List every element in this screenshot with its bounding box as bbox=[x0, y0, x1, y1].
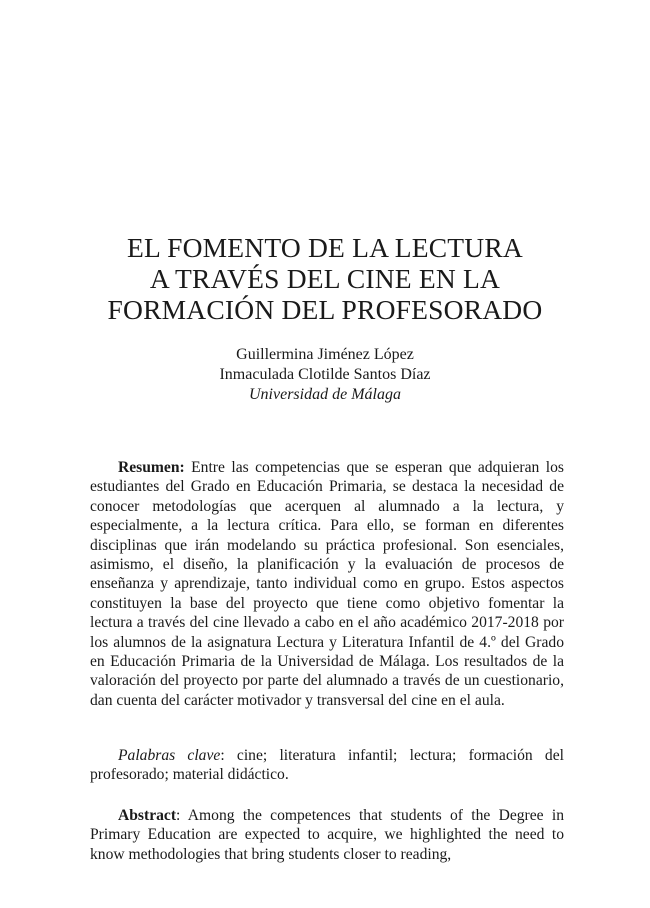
resumen-label: Resumen: bbox=[118, 459, 185, 476]
author-block bbox=[100, 345, 550, 405]
title-line-2: A TRAVÉS DEL CINE EN LA bbox=[149, 263, 501, 294]
abstract-text: : Among the competences that students of the Degree in Primary Education are expected to acquire, we highlighted the need to know methodologies that bring students closer to reading, bbox=[90, 807, 564, 863]
author-name-1: Guillermina Jiménez López bbox=[236, 346, 414, 363]
resumen-text: Entre las competencias que se esperan que adquieran los estudiantes del Grado en Educación Primaria, se destaca la necesidad de conocer metodologías que acerquen al alumnado a la lectura, y especialmente, a la lectura crítica. Para ello, se forman en diferentes disciplinas que irán modelando su práctica profesional. Son esenciales, asimismo, el diseño, la planificación y la evaluación de procesos de enseñanza y aprendizaje, tanto individual como en grupo. Estos aspectos constituyen la base del proyecto que tiene como objetivo fomentar la lectura a través del cine llevado a cabo en el año académico 2017-2018 por los alumnos de la asignatura Lectura y Literatura Infantil de 4.º del Grado en Educación Primaria de la Universidad de Málaga. Los resultados de la valoración del proyecto por parte del alumnado a través de un cuestionario, dan cuenta del carácter motivador y transversal del cine en el aula. bbox=[90, 459, 564, 709]
keywords-text: : cine; literatura infantil; lectura; formación del profesorado; material didáctico. bbox=[90, 747, 564, 784]
keywords-paragraph bbox=[90, 746, 564, 785]
author-affiliation: Universidad de Málaga bbox=[249, 386, 401, 403]
keywords-label: Palabras clave bbox=[118, 747, 221, 764]
title-line-1: EL FOMENTO DE LA LECTURA bbox=[127, 232, 523, 263]
paper-title bbox=[60, 232, 590, 325]
title-line-3: FORMACIÓN DEL PROFESORADO bbox=[107, 294, 543, 325]
author-name-2: Inmaculada Clotilde Santos Díaz bbox=[219, 366, 431, 383]
resumen-paragraph bbox=[90, 458, 564, 710]
resumen-section bbox=[90, 458, 564, 710]
abstract-paragraph bbox=[90, 806, 564, 864]
abstract-section bbox=[90, 806, 564, 864]
keywords-section bbox=[90, 746, 564, 785]
abstract-label: Abstract bbox=[118, 807, 177, 824]
